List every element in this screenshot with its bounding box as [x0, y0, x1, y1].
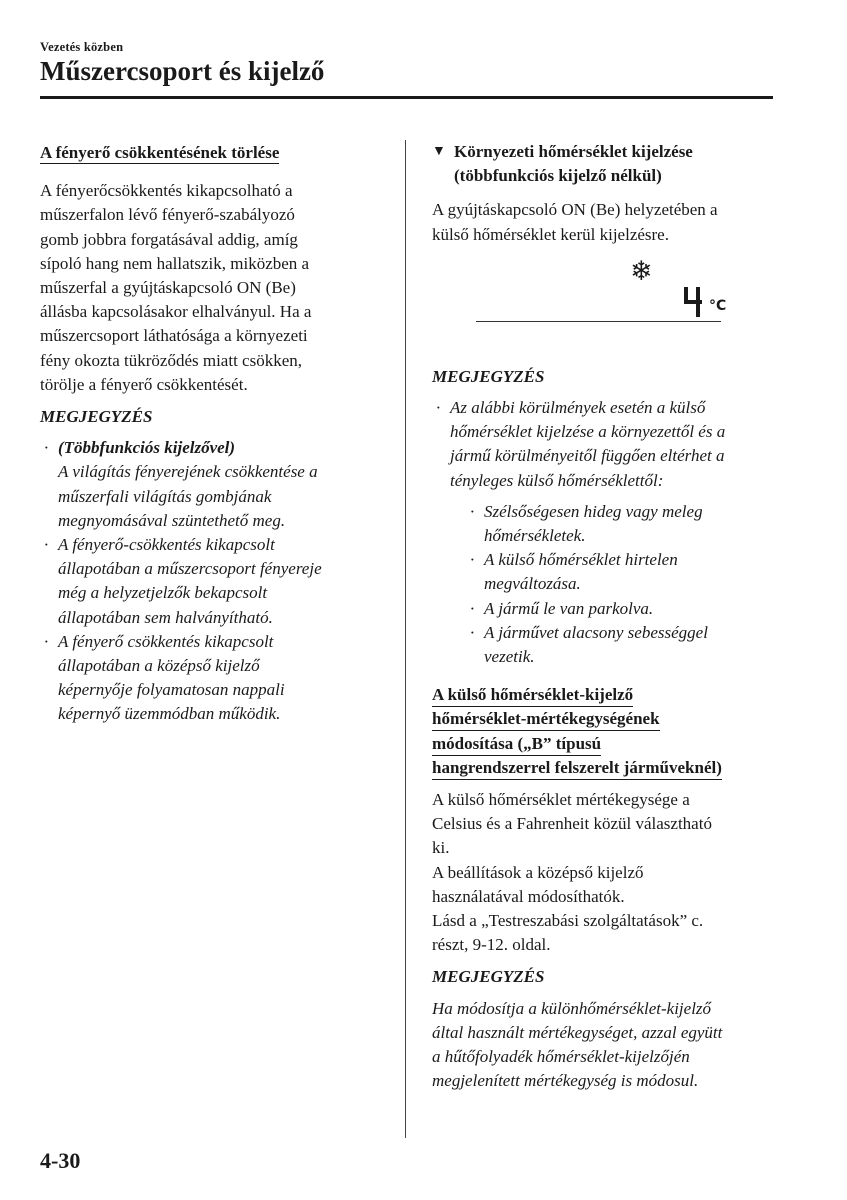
page-title: Műszercsoport és kijelző: [40, 56, 325, 86]
right-section-title-line: Környezeti hőmérséklet kijelzése: [454, 142, 693, 161]
note-line: tényleges külső hőmérséklettől:: [450, 470, 664, 490]
right-section-title-line: (többfunkciós kijelző nélkül): [454, 166, 662, 186]
page-number: 4-30: [40, 1148, 81, 1173]
note-line: által használt mértékegységet, azzal együtt: [432, 1022, 723, 1042]
unit-body-line: A külső hőmérséklet mértékegysége a: [432, 790, 690, 810]
note-label: MEGJEGYZÉS: [40, 407, 153, 427]
note-line: műszerfali világítás gombjának: [58, 486, 272, 506]
left-body-line: műszerfalon lévő fényerő-szabályozó: [40, 205, 295, 225]
note-line: állapotában a középső kijelző: [58, 656, 260, 676]
note-line: Ha módosítja a különhőmérséklet-kijelző: [432, 998, 712, 1018]
left-note-list: [40, 436, 375, 726]
note-line: A fényerő-csökkentés kikapcsolt: [58, 535, 275, 555]
left-section-heading: A fényerő csökkentésének törlése: [40, 143, 280, 162]
note-label: MEGJEGYZÉS: [432, 967, 545, 987]
note-line: A jármű le van parkolva.: [484, 598, 654, 618]
left-section-heading-wrap: [40, 140, 375, 165]
sub-note-item: [466, 500, 777, 548]
note-line: Szélsőségesen hideg vagy meleg: [484, 501, 703, 521]
note-line: képernyő üzemmódban működik.: [58, 704, 281, 724]
sub-note-item: [466, 621, 777, 669]
note-item: [40, 533, 375, 630]
note-line: állapotában sem halványítható.: [58, 607, 273, 627]
left-body-line: A fényerőcsökkentés kikapcsolható a: [40, 181, 293, 201]
unit-body-line: használatával módosíthatók.: [432, 886, 625, 906]
unit-heading-line: hangrendszerrel felszerelt járműveknél): [432, 757, 722, 780]
unit-body-line: Lásd a „Testreszabási szolgáltatások” c.: [432, 911, 704, 931]
right-note-list: [432, 396, 777, 669]
sub-note-item: [466, 597, 777, 621]
note-label: MEGJEGYZÉS: [432, 366, 545, 386]
sub-note-list: [450, 500, 777, 669]
note-line: hőmérsékletek.: [484, 526, 586, 546]
left-body-line: törölje a fényerő csökkentését.: [40, 374, 248, 394]
note-line: A fényerő csökkentés kikapcsolt: [58, 631, 274, 651]
right-section-heading: [432, 140, 777, 188]
title-divider: [40, 96, 773, 99]
temperature-unit: °C: [709, 297, 727, 314]
unit-heading-line: módosítása („B” típusú: [432, 733, 601, 756]
temperature-display-illustration: [432, 257, 777, 355]
unit-body-paragraph: [432, 788, 777, 957]
breadcrumb: Vezetés közben: [40, 40, 124, 54]
note-line: Az alábbi körülmények esetén a külső: [450, 398, 706, 418]
note-line: A külső hőmérséklet hirtelen: [484, 550, 678, 570]
left-body-line: műszercsoport láthatósága a környezeti: [40, 326, 308, 346]
left-body-line: műszerfal a gyújtáskapcsoló ON (Be): [40, 278, 296, 298]
note-paragraph: [432, 997, 777, 1094]
temperature-digit-4: [682, 287, 704, 317]
note-item-title: (Többfunkciós kijelzővel): [58, 438, 236, 458]
right-column: [432, 140, 777, 1094]
unit-heading-line: hőmérséklet-mértékegységének: [432, 708, 660, 731]
right-intro-paragraph: [432, 198, 777, 246]
left-column: [40, 140, 375, 727]
column-divider: [405, 140, 406, 1138]
left-body-line: fény okozta tükröződés miatt csökken,: [40, 350, 303, 370]
unit-body-line: ki.: [432, 838, 450, 858]
note-item: [432, 396, 777, 669]
left-body-paragraph: [40, 179, 375, 397]
note-line: vezetik.: [484, 647, 535, 667]
unit-body-line: A beállítások a középső kijelző: [432, 862, 644, 882]
snowflake-icon: ❄: [630, 255, 653, 287]
display-baseline: [476, 321, 721, 322]
triangle-down-icon: ▼: [432, 144, 446, 159]
unit-body-line: részt, 9-12. oldal.: [432, 935, 551, 955]
note-line: A világítás fényerejének csökkentése a: [58, 462, 318, 482]
note-line: jármű körülményeitől függően eltérhet a: [450, 446, 725, 466]
note-line: hőmérséklet kijelzése a környezettől és a: [450, 422, 726, 442]
note-line: A járművet alacsony sebességgel: [484, 622, 708, 642]
unit-section-heading: [432, 683, 777, 780]
unit-body-line: Celsius és a Fahrenheit közül választható: [432, 814, 712, 834]
note-line: megváltozása.: [484, 574, 581, 594]
sub-note-item: [466, 548, 777, 596]
left-body-line: állásba kapcsolásakor elhalványul. Ha a: [40, 302, 312, 322]
note-line: képernyője folyamatosan nappali: [58, 680, 285, 700]
unit-heading-line: A külső hőmérséklet-kijelző: [432, 684, 633, 707]
right-section-title: [454, 140, 693, 188]
note-item: [40, 630, 375, 727]
right-intro-line: A gyújtáskapcsoló ON (Be) helyzetében a: [432, 200, 718, 220]
note-line: még a helyzetjelzők bekapcsolt: [58, 583, 268, 603]
note-line: megjelenített mértékegység is módosul.: [432, 1071, 699, 1091]
note-line: a hűtőfolyadék hőmérséklet-kijelzőjén: [432, 1047, 690, 1067]
left-body-line: sípoló hang nem hallatszik, miközben a: [40, 253, 310, 273]
right-intro-line: külső hőmérséklet kerül kijelzésre.: [432, 224, 669, 244]
note-item: [40, 436, 375, 533]
note-line: állapotában a műszercsoport fényereje: [58, 559, 322, 579]
left-body-line: gomb jobbra forgatásával addig, amíg: [40, 229, 298, 249]
note-line: megnyomásával szüntethető meg.: [58, 510, 286, 530]
